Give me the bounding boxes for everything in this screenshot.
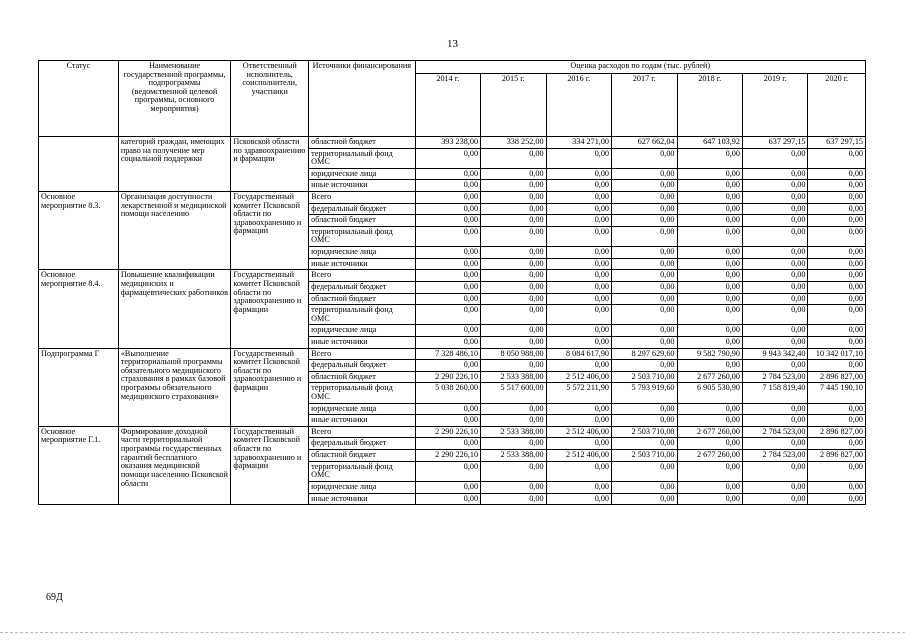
funding-source: федеральный бюджет <box>309 281 415 293</box>
amount-cell: 0,00 <box>481 247 546 259</box>
funding-source: федеральный бюджет <box>309 360 415 372</box>
amount-cell: 0,00 <box>481 192 546 204</box>
amount-cell: 0,00 <box>546 438 611 450</box>
header-sources: Источники финансирования <box>309 61 415 137</box>
funding-source: юридические лица <box>309 247 415 259</box>
amount-cell: 0,00 <box>742 403 807 415</box>
amount-cell: 0,00 <box>481 360 546 372</box>
amount-cell: 2 290 226,10 <box>415 426 480 438</box>
amount-cell: 0,00 <box>742 215 807 227</box>
amount-cell: 0,00 <box>677 325 742 337</box>
amount-cell: 0,00 <box>415 247 480 259</box>
amount-cell: 2 896 827,00 <box>808 426 866 438</box>
funding-source: федеральный бюджет <box>309 438 415 450</box>
amount-cell: 0,00 <box>742 258 807 270</box>
funding-source: юридические лица <box>309 403 415 415</box>
amount-cell: 0,00 <box>677 305 742 325</box>
header-year: 2018 г. <box>677 74 742 137</box>
amount-cell: 2 290 226,10 <box>415 450 480 462</box>
row-name: категорий граждан, имеющих право на получение мер социальной поддержки <box>118 137 231 192</box>
amount-cell: 0,00 <box>677 148 742 168</box>
amount-cell: 0,00 <box>677 247 742 259</box>
amount-cell: 0,00 <box>481 305 546 325</box>
amount-cell: 0,00 <box>742 203 807 215</box>
amount-cell: 0,00 <box>742 305 807 325</box>
funding-source: областной бюджет <box>309 215 415 227</box>
amount-cell: 0,00 <box>546 192 611 204</box>
amount-cell: 0,00 <box>415 148 480 168</box>
amount-cell: 0,00 <box>742 336 807 348</box>
amount-cell: 0,00 <box>415 493 480 505</box>
amount-cell: 0,00 <box>677 403 742 415</box>
amount-cell: 0,00 <box>742 247 807 259</box>
amount-cell: 0,00 <box>546 493 611 505</box>
amount-cell: 0,00 <box>612 247 677 259</box>
amount-cell: 0,00 <box>612 360 677 372</box>
amount-cell: 0,00 <box>808 180 866 192</box>
amount-cell: 0,00 <box>415 168 480 180</box>
amount-cell: 0,00 <box>808 215 866 227</box>
amount-cell: 0,00 <box>808 438 866 450</box>
amount-cell: 7 158 819,40 <box>742 383 807 403</box>
amount-cell: 0,00 <box>481 438 546 450</box>
funding-source: областной бюджет <box>309 137 415 149</box>
row-status: Подпрограмма Г <box>39 348 119 426</box>
funding-source: иные источники <box>309 493 415 505</box>
amount-cell: 0,00 <box>612 148 677 168</box>
amount-cell: 2 677 260,00 <box>677 426 742 438</box>
amount-cell: 637 297,15 <box>742 137 807 149</box>
amount-cell: 0,00 <box>612 461 677 481</box>
amount-cell: 0,00 <box>742 192 807 204</box>
amount-cell: 0,00 <box>546 168 611 180</box>
amount-cell: 2 503 710,00 <box>612 426 677 438</box>
amount-cell: 0,00 <box>612 493 677 505</box>
amount-cell: 0,00 <box>742 360 807 372</box>
amount-cell: 2 784 523,00 <box>742 371 807 383</box>
amount-cell: 2 784 523,00 <box>742 450 807 462</box>
amount-cell: 0,00 <box>415 293 480 305</box>
amount-cell: 0,00 <box>546 336 611 348</box>
header-estimate: Оценка расходов по годам (тыс. рублей) <box>415 61 865 74</box>
amount-cell: 0,00 <box>808 192 866 204</box>
amount-cell: 2 512 406,00 <box>546 371 611 383</box>
header-row <box>39 61 866 74</box>
amount-cell: 0,00 <box>808 258 866 270</box>
amount-cell: 0,00 <box>612 336 677 348</box>
amount-cell: 0,00 <box>546 481 611 493</box>
amount-cell: 2 533 388,00 <box>481 371 546 383</box>
amount-cell: 0,00 <box>742 293 807 305</box>
funding-source: федеральный бюджет <box>309 203 415 215</box>
amount-cell: 0,00 <box>415 438 480 450</box>
amount-cell: 0,00 <box>612 415 677 427</box>
funding-source: юридические лица <box>309 481 415 493</box>
amount-cell: 0,00 <box>808 148 866 168</box>
row-status <box>39 137 119 192</box>
amount-cell: 627 662,04 <box>612 137 677 149</box>
amount-cell: 5 793 919,60 <box>612 383 677 403</box>
funding-source: территориальный фонд ОМС <box>309 305 415 325</box>
table-row <box>39 270 866 282</box>
header-year: 2019 г. <box>742 74 807 137</box>
row-status: Основное мероприятие Г.1. <box>39 426 119 504</box>
amount-cell: 0,00 <box>546 203 611 215</box>
amount-cell: 0,00 <box>808 481 866 493</box>
funding-source: Всего <box>309 192 415 204</box>
row-name: Организация доступности лекарственной и медицинской помощи населению <box>118 192 231 270</box>
amount-cell: 7 328 486,10 <box>415 348 480 360</box>
amount-cell: 0,00 <box>677 226 742 246</box>
amount-cell: 5 517 600,00 <box>481 383 546 403</box>
row-name: Повышение квалификации медицинских и фармацевтических работников <box>118 270 231 348</box>
funding-source: областной бюджет <box>309 293 415 305</box>
table-body <box>39 137 866 505</box>
amount-cell: 0,00 <box>612 403 677 415</box>
amount-cell: 0,00 <box>808 403 866 415</box>
amount-cell: 2 512 406,00 <box>546 426 611 438</box>
amount-cell: 0,00 <box>415 481 480 493</box>
header-executor: Ответственный исполнитель, соисполнители, участники <box>231 61 309 137</box>
funding-source: территориальный фонд ОМС <box>309 226 415 246</box>
funding-source: иные источники <box>309 336 415 348</box>
row-executor: Государственный комитет Псковской области по здравоохранению и фармации <box>231 426 309 504</box>
amount-cell: 0,00 <box>546 281 611 293</box>
amount-cell: 8 084 617,90 <box>546 348 611 360</box>
amount-cell: 0,00 <box>677 281 742 293</box>
funding-source: территориальный фонд ОМС <box>309 383 415 403</box>
amount-cell: 0,00 <box>612 180 677 192</box>
row-executor: Государственный комитет Псковской области по здравоохранению и фармации <box>231 270 309 348</box>
amount-cell: 0,00 <box>546 258 611 270</box>
amount-cell: 647 103,92 <box>677 137 742 149</box>
amount-cell: 2 533 388,00 <box>481 450 546 462</box>
amount-cell: 0,00 <box>742 180 807 192</box>
amount-cell: 9 943 342,40 <box>742 348 807 360</box>
row-executor: Государственный комитет Псковской области по здравоохранению и фармации <box>231 192 309 270</box>
amount-cell: 0,00 <box>742 438 807 450</box>
amount-cell: 0,00 <box>546 305 611 325</box>
amount-cell: 0,00 <box>742 481 807 493</box>
amount-cell: 0,00 <box>415 305 480 325</box>
amount-cell: 338 252,00 <box>481 137 546 149</box>
amount-cell: 0,00 <box>742 148 807 168</box>
funding-source: Всего <box>309 348 415 360</box>
amount-cell: 0,00 <box>808 461 866 481</box>
amount-cell: 0,00 <box>677 192 742 204</box>
row-name: «Выполнение территориальной программы обязательного медицинского страхования в рамках базовой программы обязательного медицинского страхования» <box>118 348 231 426</box>
amount-cell: 0,00 <box>677 168 742 180</box>
amount-cell: 2 533 388,00 <box>481 426 546 438</box>
amount-cell: 0,00 <box>612 203 677 215</box>
amount-cell: 0,00 <box>612 192 677 204</box>
row-status: Основное мероприятие 8.3. <box>39 192 119 270</box>
table-row <box>39 137 866 149</box>
funding-source: иные источники <box>309 180 415 192</box>
amount-cell: 0,00 <box>546 293 611 305</box>
amount-cell: 0,00 <box>808 247 866 259</box>
amount-cell: 0,00 <box>546 403 611 415</box>
amount-cell: 0,00 <box>808 168 866 180</box>
amount-cell: 2 503 710,00 <box>612 371 677 383</box>
amount-cell: 0,00 <box>808 305 866 325</box>
amount-cell: 0,00 <box>481 325 546 337</box>
amount-cell: 0,00 <box>481 148 546 168</box>
amount-cell: 0,00 <box>742 168 807 180</box>
amount-cell: 0,00 <box>742 461 807 481</box>
amount-cell: 0,00 <box>481 493 546 505</box>
amount-cell: 0,00 <box>415 180 480 192</box>
amount-cell: 10 342 017,10 <box>808 348 866 360</box>
amount-cell: 7 445 190,10 <box>808 383 866 403</box>
amount-cell: 0,00 <box>481 168 546 180</box>
header-year: 2014 г. <box>415 74 480 137</box>
header-year: 2017 г. <box>612 74 677 137</box>
funding-source: областной бюджет <box>309 371 415 383</box>
amount-cell: 8 050 988,00 <box>481 348 546 360</box>
amount-cell: 0,00 <box>677 215 742 227</box>
amount-cell: 0,00 <box>546 461 611 481</box>
amount-cell: 0,00 <box>677 415 742 427</box>
funding-source: территориальный фонд ОМС <box>309 148 415 168</box>
amount-cell: 0,00 <box>677 270 742 282</box>
funding-source: иные источники <box>309 258 415 270</box>
amount-cell: 0,00 <box>612 270 677 282</box>
amount-cell: 0,00 <box>677 493 742 505</box>
amount-cell: 2 784 523,00 <box>742 426 807 438</box>
scan-edge-line <box>0 632 905 634</box>
amount-cell: 0,00 <box>808 415 866 427</box>
amount-cell: 0,00 <box>415 281 480 293</box>
row-executor: Псковской области по здравоохранению и фармации <box>231 137 309 192</box>
amount-cell: 2 512 406,00 <box>546 450 611 462</box>
table-row <box>39 426 866 438</box>
amount-cell: 2 290 226,10 <box>415 371 480 383</box>
amount-cell: 0,00 <box>742 270 807 282</box>
amount-cell: 0,00 <box>546 180 611 192</box>
amount-cell: 0,00 <box>612 438 677 450</box>
amount-cell: 0,00 <box>415 403 480 415</box>
document-code: 69Д <box>46 592 63 603</box>
amount-cell: 0,00 <box>415 360 480 372</box>
row-name: Формирование доходной части территориальной программы государственных гарантий бесплатного оказания медицинской помощи населению Псковской области <box>118 426 231 504</box>
amount-cell: 0,00 <box>415 415 480 427</box>
header-year: 2016 г. <box>546 74 611 137</box>
amount-cell: 0,00 <box>481 270 546 282</box>
amount-cell: 0,00 <box>415 461 480 481</box>
amount-cell: 0,00 <box>677 360 742 372</box>
amount-cell: 637 297,15 <box>808 137 866 149</box>
amount-cell: 0,00 <box>481 461 546 481</box>
amount-cell: 0,00 <box>546 270 611 282</box>
amount-cell: 0,00 <box>677 461 742 481</box>
row-status: Основное мероприятие 8.4. <box>39 270 119 348</box>
amount-cell: 0,00 <box>481 215 546 227</box>
row-executor: Государственный комитет Псковской области по здравоохранению и фармации <box>231 348 309 426</box>
page-number: 13 <box>447 38 458 50</box>
amount-cell: 0,00 <box>677 180 742 192</box>
amount-cell: 0,00 <box>546 415 611 427</box>
amount-cell: 0,00 <box>481 415 546 427</box>
amount-cell: 0,00 <box>742 281 807 293</box>
amount-cell: 6 905 530,90 <box>677 383 742 403</box>
amount-cell: 0,00 <box>677 293 742 305</box>
amount-cell: 0,00 <box>415 325 480 337</box>
amount-cell: 0,00 <box>808 281 866 293</box>
amount-cell: 5 572 211,90 <box>546 383 611 403</box>
amount-cell: 2 677 260,00 <box>677 450 742 462</box>
funding-source: Всего <box>309 426 415 438</box>
amount-cell: 0,00 <box>612 325 677 337</box>
amount-cell: 2 896 827,00 <box>808 371 866 383</box>
amount-cell: 0,00 <box>546 148 611 168</box>
amount-cell: 0,00 <box>742 415 807 427</box>
amount-cell: 0,00 <box>612 226 677 246</box>
header-name: Наименование государственной программы, подпрограммы (ведомственной целевой программы, основного мероприятия) <box>118 61 231 137</box>
amount-cell: 0,00 <box>612 293 677 305</box>
amount-cell: 0,00 <box>415 192 480 204</box>
amount-cell: 8 297 629,60 <box>612 348 677 360</box>
amount-cell: 0,00 <box>742 226 807 246</box>
header-status: Статус <box>39 61 119 137</box>
amount-cell: 0,00 <box>742 493 807 505</box>
amount-cell: 0,00 <box>415 215 480 227</box>
amount-cell: 0,00 <box>481 226 546 246</box>
amount-cell: 0,00 <box>415 270 480 282</box>
funding-source: иные источники <box>309 415 415 427</box>
amount-cell: 0,00 <box>677 481 742 493</box>
amount-cell: 0,00 <box>612 258 677 270</box>
amount-cell: 0,00 <box>481 203 546 215</box>
amount-cell: 0,00 <box>546 226 611 246</box>
amount-cell: 0,00 <box>677 336 742 348</box>
amount-cell: 0,00 <box>415 258 480 270</box>
amount-cell: 9 582 790,90 <box>677 348 742 360</box>
budget-table <box>38 60 866 505</box>
amount-cell: 2 503 710,00 <box>612 450 677 462</box>
amount-cell: 0,00 <box>677 258 742 270</box>
amount-cell: 0,00 <box>808 203 866 215</box>
table-row <box>39 192 866 204</box>
amount-cell: 0,00 <box>546 360 611 372</box>
funding-source: территориальный фонд ОМС <box>309 461 415 481</box>
amount-cell: 0,00 <box>546 215 611 227</box>
amount-cell: 0,00 <box>808 336 866 348</box>
amount-cell: 0,00 <box>415 336 480 348</box>
amount-cell: 0,00 <box>481 403 546 415</box>
amount-cell: 0,00 <box>481 336 546 348</box>
amount-cell: 0,00 <box>677 203 742 215</box>
amount-cell: 0,00 <box>808 360 866 372</box>
amount-cell: 0,00 <box>415 203 480 215</box>
table-row <box>39 348 866 360</box>
amount-cell: 0,00 <box>546 325 611 337</box>
amount-cell: 0,00 <box>415 226 480 246</box>
amount-cell: 0,00 <box>742 325 807 337</box>
amount-cell: 2 896 827,00 <box>808 450 866 462</box>
funding-source: юридические лица <box>309 168 415 180</box>
funding-source: юридические лица <box>309 325 415 337</box>
amount-cell: 0,00 <box>808 325 866 337</box>
funding-source: Всего <box>309 270 415 282</box>
amount-cell: 0,00 <box>481 293 546 305</box>
header-year: 2015 г. <box>481 74 546 137</box>
amount-cell: 0,00 <box>481 180 546 192</box>
header-year: 2020 г. <box>808 74 866 137</box>
amount-cell: 0,00 <box>808 270 866 282</box>
amount-cell: 2 677 260,00 <box>677 371 742 383</box>
amount-cell: 0,00 <box>612 281 677 293</box>
amount-cell: 334 271,00 <box>546 137 611 149</box>
amount-cell: 0,00 <box>612 305 677 325</box>
funding-source: областной бюджет <box>309 450 415 462</box>
amount-cell: 0,00 <box>612 168 677 180</box>
amount-cell: 0,00 <box>677 438 742 450</box>
amount-cell: 0,00 <box>808 493 866 505</box>
amount-cell: 5 038 260,00 <box>415 383 480 403</box>
amount-cell: 393 238,00 <box>415 137 480 149</box>
amount-cell: 0,00 <box>612 215 677 227</box>
amount-cell: 0,00 <box>546 247 611 259</box>
amount-cell: 0,00 <box>808 293 866 305</box>
amount-cell: 0,00 <box>481 281 546 293</box>
amount-cell: 0,00 <box>808 226 866 246</box>
amount-cell: 0,00 <box>481 481 546 493</box>
amount-cell: 0,00 <box>481 258 546 270</box>
amount-cell: 0,00 <box>612 481 677 493</box>
